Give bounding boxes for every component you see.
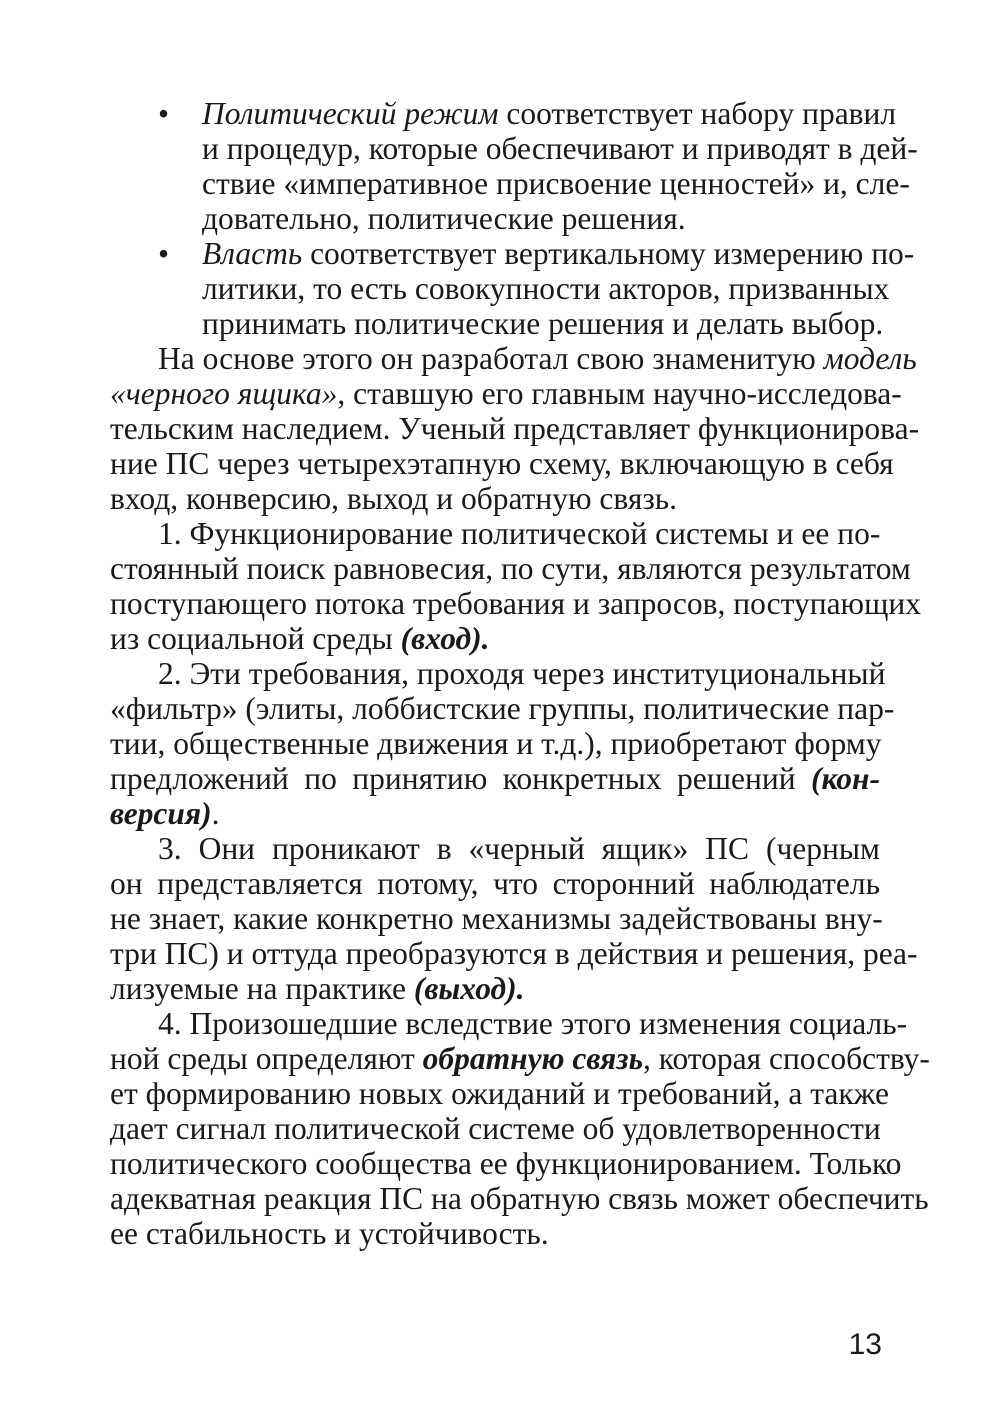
text-line: принимать политические решения и делать выбор. xyxy=(202,306,884,341)
text-line: тии, общественные движения и т.д.), приобретают форму xyxy=(110,726,882,761)
text-line: 1. Функционирование политической системы и ее по- xyxy=(158,516,881,551)
text-line: он представляется потому, что сторонний наблюдатель xyxy=(110,866,880,901)
text-line: Власть соответствует вертикальному измерению по- xyxy=(202,236,915,271)
text-line: вход, конверсию, выход и обратную связь. xyxy=(110,481,678,516)
term-italic: Власть xyxy=(202,236,303,271)
bullet-marker: • xyxy=(158,236,170,271)
bullet-marker: • xyxy=(158,96,170,131)
term-italic: Политический режим xyxy=(202,96,499,131)
text-line: ствие «императивное присвоение ценностей» и, сле- xyxy=(202,166,910,201)
text-line: и процедур, которые обеспечивают и приводят в дей- xyxy=(202,131,918,166)
text-line: На основе этого он разработал свою знаменитую модель xyxy=(158,341,917,376)
text-line: тельским наследием. Ученый представляет функционирова- xyxy=(110,411,920,446)
text-line: ее стабильность и устойчивость. xyxy=(110,1216,549,1251)
text-line: из социальной среды (вход). xyxy=(110,621,490,656)
term-italic: «черного ящика» xyxy=(110,376,338,411)
text-line: ние ПС через четырехэтапную схему, включающую в себя xyxy=(110,446,894,481)
paragraph-intro xyxy=(110,341,920,516)
text-line: литики, то есть совокупности акторов, призванных xyxy=(202,271,890,306)
text-line: «фильтр» (элиты, лоббистские группы, политические пар- xyxy=(110,691,895,726)
text-line: дает сигнал политической системе об удовлетворенности xyxy=(110,1111,881,1146)
text-line: стоянный поиск равновесия, по сути, являются результатом xyxy=(110,551,911,586)
term-bold-italic: (выход). xyxy=(413,971,525,1006)
page-body xyxy=(110,96,930,1251)
text-line: 4. Произошедшие вследствие этого изменения социаль- xyxy=(158,1006,908,1041)
paragraph-step-4 xyxy=(110,1006,930,1251)
text-line: версия). xyxy=(110,796,220,831)
paragraph-step-3 xyxy=(110,831,918,1006)
bullet-item xyxy=(110,236,915,341)
term-bold-italic: обратную связь xyxy=(422,1041,643,1076)
text-line: поступающего потока требования и запросов, поступающих xyxy=(110,586,921,621)
text-line: политического сообщества ее функционированием. Только xyxy=(110,1146,902,1181)
text-line: лизуемые на практике (выход). xyxy=(110,971,525,1006)
term-bold-italic: (вход). xyxy=(400,621,490,656)
bullet-item xyxy=(110,96,918,236)
paragraph-step-2 xyxy=(110,656,895,831)
paragraph-step-1 xyxy=(110,516,921,656)
text-line: 2. Эти требования, проходя через институциональный xyxy=(158,656,886,691)
text-line: Политический режим соответствует набору правил xyxy=(202,96,897,131)
text-line: ет формированию новых ожиданий и требований, а также xyxy=(110,1076,889,1111)
term-bold-italic: (кон- xyxy=(811,761,880,796)
text-line: довательно, политические решения. xyxy=(202,201,686,236)
term-bold-italic: версия) xyxy=(110,796,212,831)
text-line: предложений по принятию конкретных решений (кон- xyxy=(110,761,880,796)
text-line: 3. Они проникают в «черный ящик» ПС (черным xyxy=(158,831,880,866)
text-line: три ПС) и оттуда преобразуются в действия и решения, реа- xyxy=(110,936,918,971)
term-italic: модель xyxy=(823,341,917,376)
page-number: 13 xyxy=(848,1328,882,1361)
text-line: ной среды определяют обратную связь, которая способству- xyxy=(110,1041,930,1076)
text-line: не знает, какие конкретно механизмы задействованы вну- xyxy=(110,901,883,936)
text-line: адекватная реакция ПС на обратную связь может обеспечить xyxy=(110,1181,929,1216)
text-line: «черного ящика», ставшую его главным научно-исследова- xyxy=(110,376,902,411)
